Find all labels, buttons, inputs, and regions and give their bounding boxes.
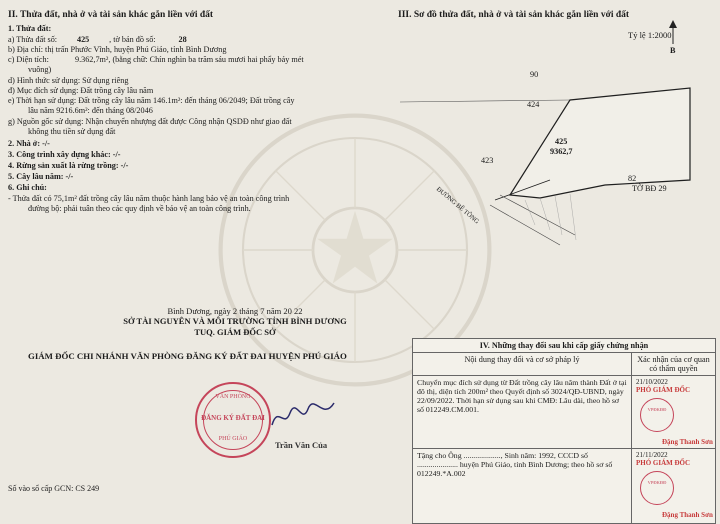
seal-text-2: ĐĂNG KÝ ĐẤT ĐAI [201,414,265,422]
neighbor-82: 82 [628,174,637,183]
note-line-2: đường bộ: phải tuân theo các quy định về bảo vệ an toàn công trình. [28,204,251,213]
row-2-date: 21/11/2022 [636,451,668,459]
row-1-date: 21/10/2022 [636,378,668,386]
other-construction-row: 3. Công trình xây dựng khác: -/- [8,150,121,159]
row-2-signer: Đặng Thanh Sơn [662,511,713,519]
map-scale: Tỷ lệ 1:2000 [628,30,672,40]
changes-row-2-content: Tặng cho Ông ..................., Sinh năm: 1992, CCCD số ..................... huyện Phú Giáo, tỉnh Bình Dương; theo hồ sơ số 012249.*A.002 [413,449,632,524]
sign-org-1: SỞ TÀI NGUYÊN VÀ MÔI TRƯỜNG TỈNH BÌNH DƯƠNG [123,316,347,326]
changes-row-1-content: Chuyển mục đích sử dụng từ Đất trồng cây lâu năm thành Đất ở tại đô thị, diện tích 200m² theo Quyết định số 3024/QĐ-UBND, ngày 22/09/2022. Thời hạn sử dụng sau khi CMĐ: Lâu dài, theo hồ sơ số 012249.CM.001. [413,376,632,449]
changes-title: IV. Những thay đổi sau khi cấp giấy chứng nhận [413,339,716,353]
neighbor-424: 424 [527,100,540,109]
area-row [8,55,304,65]
row-1-signer: Đặng Thanh Sơn [662,438,713,446]
sign-org-3: GIÁM ĐỐC CHI NHÁNH VĂN PHÒNG ĐĂNG KÝ ĐẤT ĐAI HUYỆN PHÚ GIÁO [28,351,347,361]
sheet-ref: TỜ BĐ 29 [632,184,667,193]
signature-block [70,306,400,338]
house-row: 2. Nhà ở: -/- [8,139,50,148]
seal-text-1: VĂN PHÒNG [215,394,251,400]
sign-date: Bình Dương, ngày 2 tháng 7 năm 20 22 [167,306,303,316]
usage-term-cont: lâu năm 9216.6m²: đến tháng 08/2046 [28,106,153,115]
parcel-425-label: 425 [555,137,568,146]
neighbor-423: 423 [481,156,494,165]
usage-purpose-row: đ) Mục đích sử dụng: Đất trồng cây lâu năm [8,86,154,95]
usage-term-row: e) Thời hạn sử dụng: Đất trồng cây lâu năm 146.1m²: đến tháng 06/2049; Đất trồng cây [8,96,295,105]
road-label: ĐƯỜNG BÊ TÔNG [434,185,481,226]
item-1-title: 1. Thửa đất: [8,24,52,33]
area-value: 9.362,7m², (bằng chữ: Chín nghìn ba trăm sáu mươi hai phẩy bảy mét [74,55,304,64]
usage-origin-cont: không thu tiền sử dụng đất [28,127,116,136]
serial-number: Số vào sổ cấp GCN: CS 249 [8,484,100,493]
handwritten-signature [268,395,338,435]
note-line-1: - Thửa đất có 75,1m² đất trồng cây lâu năm thuộc hành lang bảo vệ an toàn công trình [8,194,290,203]
parcel-number: 425 [76,35,90,44]
changes-col-1: Nội dung thay đổi và cơ sở pháp lý [413,353,632,376]
parcel-map [390,30,712,295]
notes-title: 6. Ghi chú: [8,183,47,192]
address-row: b) Địa chỉ: thị trấn Phước Vĩnh, huyện Phú Giáo, tỉnh Bình Dương [8,45,227,54]
changes-row-1 [413,376,716,449]
row-2-role: PHÓ GIÁM ĐỐC [636,459,691,467]
sheet-label: , tờ bản đồ số: [109,35,156,44]
area-value-cont: vuông) [28,65,52,74]
sign-org-2: TUQ. GIÁM ĐỐC SỞ [194,327,276,337]
signer-name: Trần Văn Của [275,440,328,450]
row-1-role: PHÓ GIÁM ĐỐC [636,386,691,394]
official-seal [195,382,271,458]
sheet-number: 28 [178,35,187,44]
changes-table [412,338,716,524]
north-label: B [670,46,676,55]
changes-row-2 [413,449,716,524]
usage-origin-row: g) Nguồn gốc sử dụng: Nhận chuyển nhượng đất được Công nhận QSDĐ như giao đất [8,117,292,126]
section-3-title: III. Sơ đồ thửa đất, nhà ở và tài sản khác gắn liền với đất [398,10,630,20]
changes-col-2: Xác nhận của cơ quan có thẩm quyền [632,353,716,376]
row-2-stamp: VPĐKĐĐ [640,471,674,505]
area-label: c) Diện tích: [8,55,49,64]
usage-form-row: d) Hình thức sử dụng: Sử dụng riêng [8,76,129,85]
forest-row: 4. Rừng sản xuất là rừng trồng: -/- [8,161,129,170]
parcel-number-row [8,35,208,45]
seal-text-3: PHÚ GIÁO [218,436,248,442]
parcel-425-area: 9362,7 [550,147,573,156]
section-2-title: II. Thửa đất, nhà ở và tài sản khác gắn liền với đất [8,10,214,20]
perennial-row: 5. Cây lâu năm: -/- [8,172,74,181]
parcel-label: a) Thửa đất số: [8,35,58,44]
row-1-stamp: VPĐKĐĐ [640,398,674,432]
neighbor-90: 90 [530,70,539,79]
